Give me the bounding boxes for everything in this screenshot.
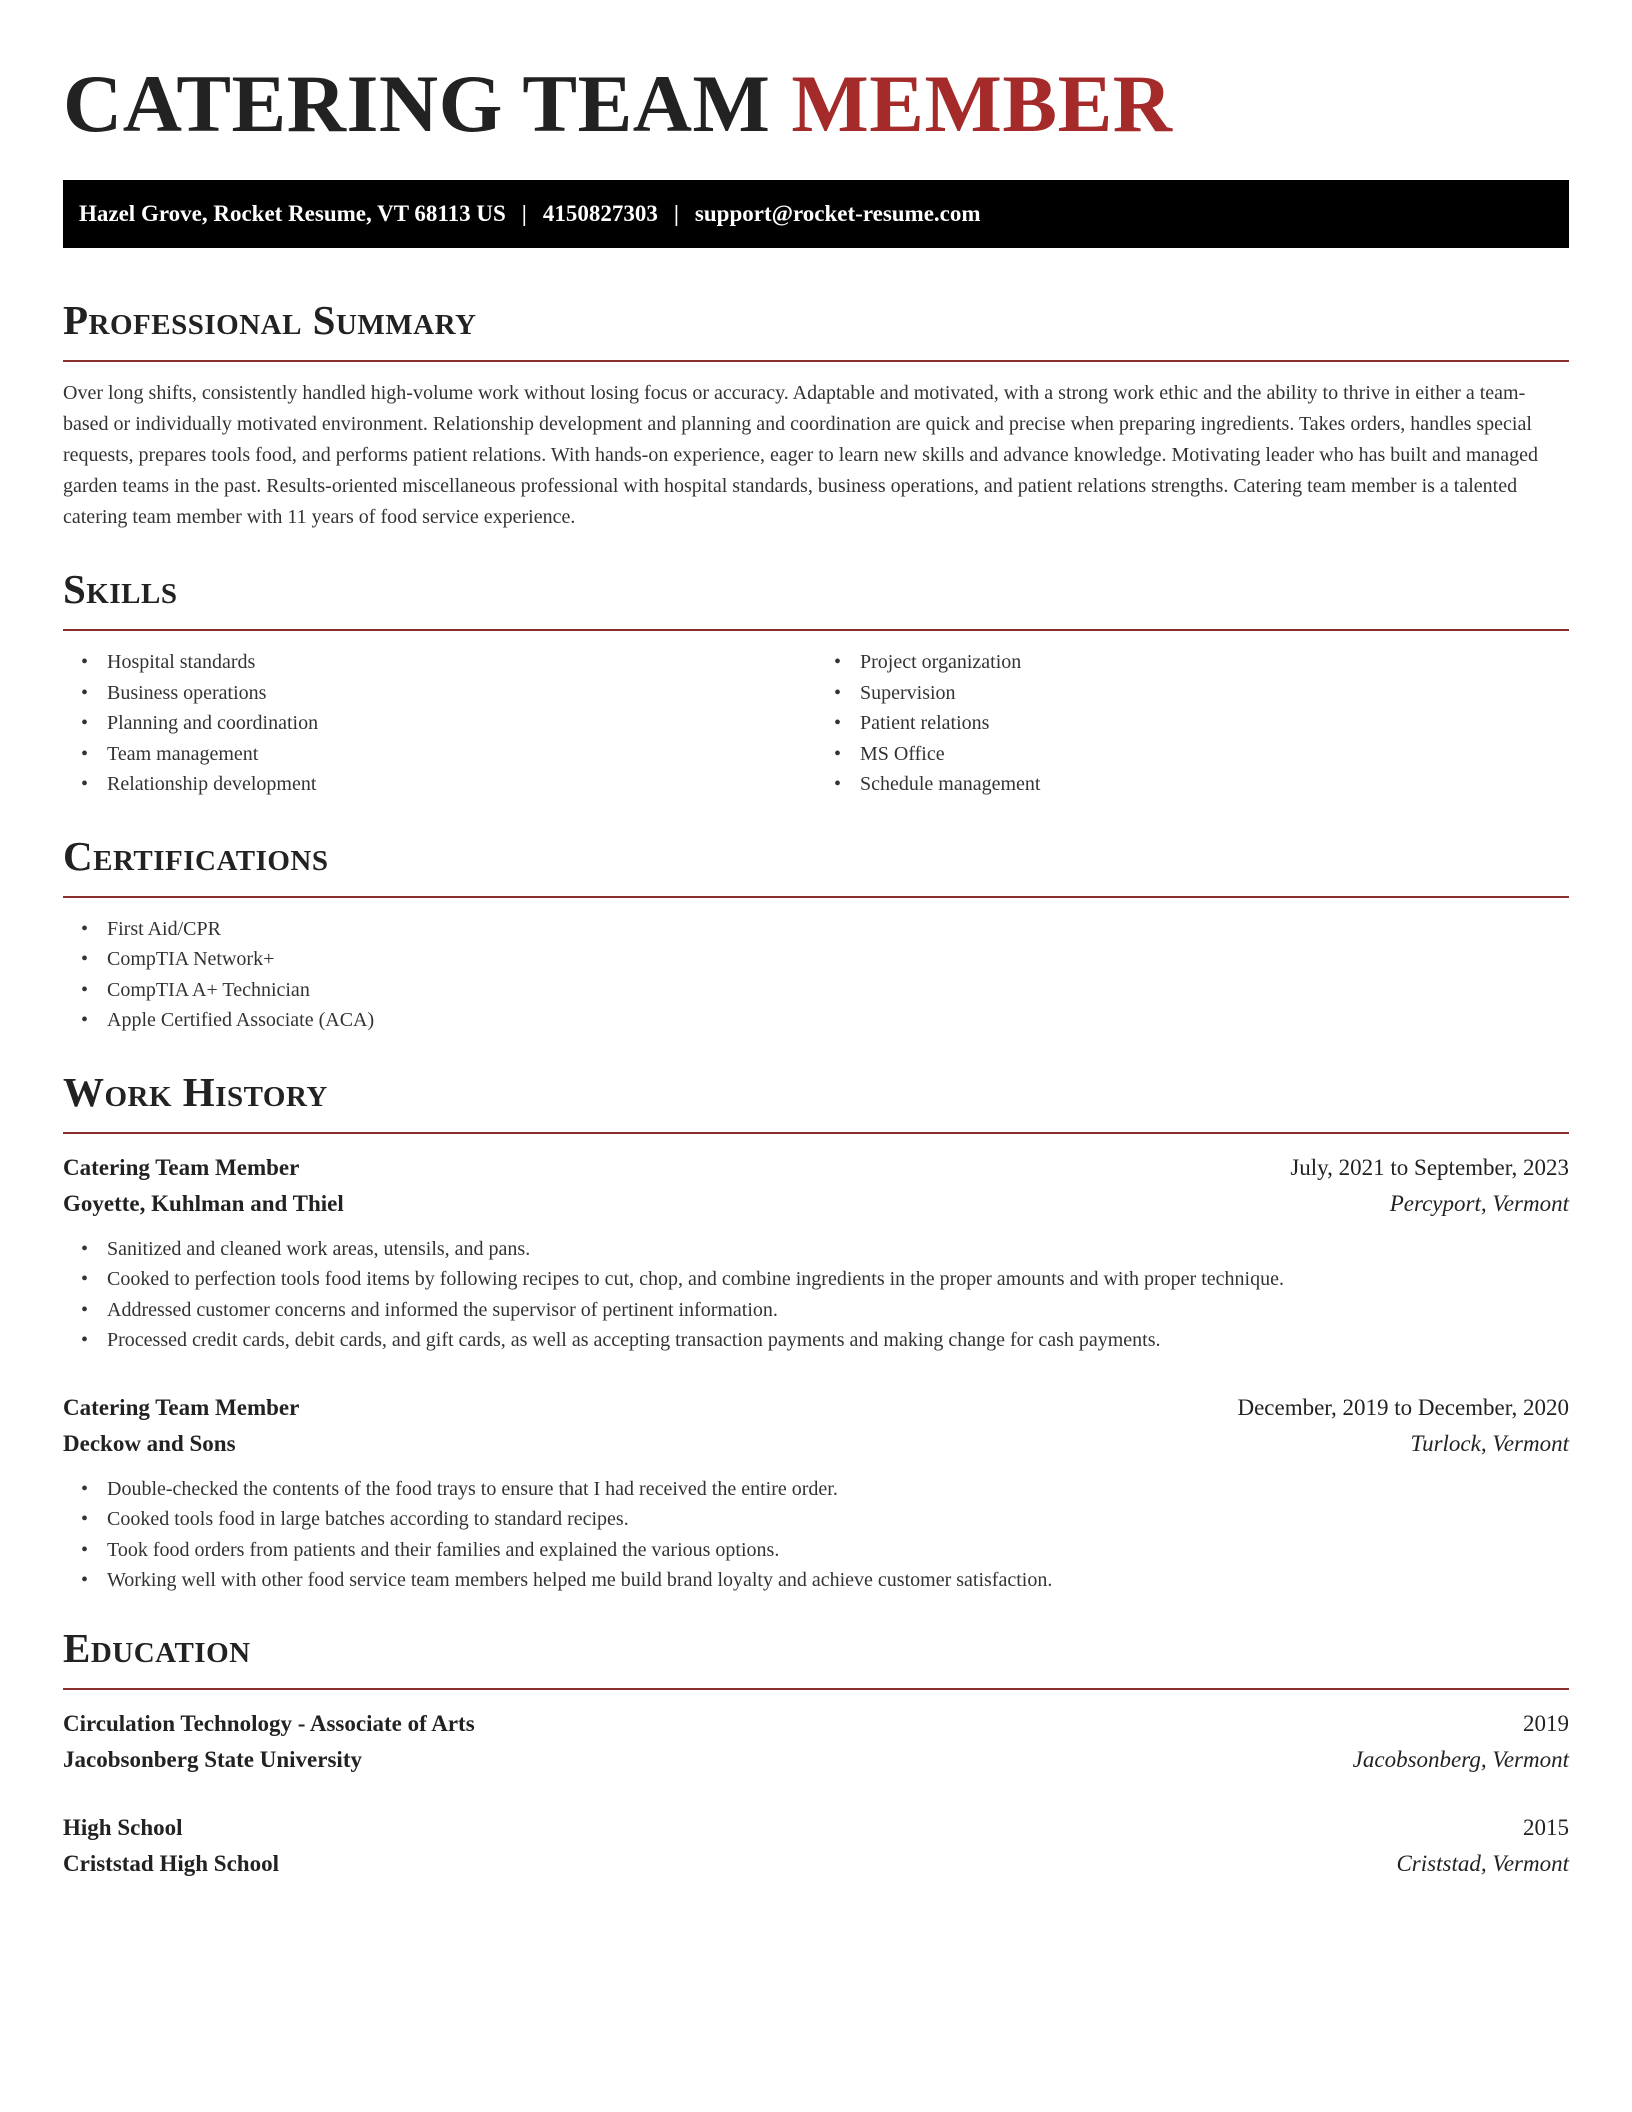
job-bullet: • Double-checked the contents of the food trays to ensure that I had received the entire order. <box>107 1474 1569 1505</box>
section-divider <box>63 896 1569 898</box>
job-company-row <box>63 1186 1569 1222</box>
skills-section <box>63 565 1569 800</box>
job-dates: July, 2021 to September, 2023 <box>1290 1154 1569 1180</box>
certification-item: • First Aid/CPR <box>107 914 1569 945</box>
education-degree: Circulation Technology - Associate of Arts <box>63 1710 475 1736</box>
contact-address: Hazel Grove, Rocket Resume, VT 68113 US <box>79 201 506 226</box>
education-school-row <box>63 1846 1569 1882</box>
education-school: Jacobsonberg State University <box>63 1746 362 1772</box>
education-year: 2015 <box>1523 1814 1569 1840</box>
section-title: Work History <box>63 1068 328 1115</box>
skill-item: • Supervision <box>860 678 1569 709</box>
education-degree-row <box>63 1810 1569 1846</box>
job-location: Turlock, Vermont <box>1410 1430 1569 1456</box>
section-divider <box>63 360 1569 362</box>
job-header-row <box>63 1390 1569 1426</box>
education-school-row <box>63 1742 1569 1778</box>
job-role: Catering Team Member <box>63 1394 300 1420</box>
contact-email: support@rocket-resume.com <box>694 201 981 226</box>
work-history-section <box>63 1068 1569 1596</box>
skill-item: • Project organization <box>860 647 1569 678</box>
skills-right-list <box>816 647 1569 800</box>
resume-title <box>63 56 1569 152</box>
job-header-row <box>63 1150 1569 1186</box>
job-entry <box>63 1150 1569 1356</box>
education-entry <box>63 1706 1569 1778</box>
skill-item: • Patient relations <box>860 708 1569 739</box>
education-year: 2019 <box>1523 1710 1569 1736</box>
section-title: Skills <box>63 566 178 612</box>
skill-item: • Team management <box>107 739 816 770</box>
skill-item: • Relationship development <box>107 769 816 800</box>
certifications-list <box>63 914 1569 1036</box>
job-bullets <box>63 1234 1569 1356</box>
certifications-section <box>63 832 1569 1036</box>
job-bullet: • Sanitized and cleaned work areas, utensils, and pans. <box>107 1234 1569 1265</box>
education-degree: High School <box>63 1814 183 1840</box>
job-company-row <box>63 1426 1569 1462</box>
job-bullets <box>63 1474 1569 1596</box>
skill-item: • MS Office <box>860 739 1569 770</box>
job-location: Percyport, Vermont <box>1389 1190 1569 1216</box>
job-bullet: • Processed credit cards, debit cards, and gift cards, as well as accepting transaction payments and making change for cash payments. <box>107 1325 1569 1356</box>
education-degree-row <box>63 1706 1569 1742</box>
job-company: Deckow and Sons <box>63 1430 236 1456</box>
contact-separator: | <box>673 201 679 226</box>
education-location: Criststad, Vermont <box>1396 1850 1569 1876</box>
section-title: Education <box>63 1624 251 1671</box>
contact-phone: 4150827303 <box>542 201 658 226</box>
job-bullet: • Took food orders from patients and their families and explained the various options. <box>107 1535 1569 1566</box>
education-entry <box>63 1810 1569 1882</box>
job-company: Goyette, Kuhlman and Thiel <box>63 1190 344 1216</box>
skill-item: • Schedule management <box>860 769 1569 800</box>
certification-item: • Apple Certified Associate (ACA) <box>107 1005 1569 1036</box>
job-role: Catering Team Member <box>63 1154 300 1180</box>
section-title: Professional Summary <box>63 297 477 343</box>
certification-item: • CompTIA A+ Technician <box>107 975 1569 1006</box>
skill-item: • Business operations <box>107 678 816 709</box>
job-bullet: • Cooked tools food in large batches according to standard recipes. <box>107 1504 1569 1535</box>
education-location: Jacobsonberg, Vermont <box>1352 1746 1569 1772</box>
skill-item: • Planning and coordination <box>107 708 816 739</box>
summary-text: Over long shifts, consistently handled high-volume work without losing focus or accuracy. Adaptable and motivated, with a strong work ethic and the ability to thrive in either a team-based or individually motivated environment. Relationship development and planning and coordination are quick and precise when preparing ingredients. Takes orders, handles special requests, prepares tools food, and performs patient relations. With hands-on experience, eager to learn new skills and advance knowledge. Motivating leader who has built and managed garden teams in the past. Results-oriented miscellaneous professional with hospital standards, business operations, and patient relations strengths. Catering team member is a talented catering team member with 11 years of food service experience. <box>63 382 1539 528</box>
job-entry <box>63 1390 1569 1596</box>
job-bullet: • Cooked to perfection tools food items by following recipes to cut, chop, and combine ingredients in the proper amounts and with proper technique. <box>107 1264 1569 1295</box>
skill-item: • Hospital standards <box>107 647 816 678</box>
job-dates: December, 2019 to December, 2020 <box>1237 1394 1569 1420</box>
skills-left-list <box>63 647 816 800</box>
job-bullet: • Working well with other food service team members helped me build brand loyalty and achieve customer satisfaction. <box>107 1565 1569 1596</box>
job-bullet: • Addressed customer concerns and informed the supervisor of pertinent information. <box>107 1295 1569 1326</box>
education-section <box>63 1624 1569 1882</box>
skills-columns <box>63 647 1569 800</box>
section-title: Certifications <box>63 832 329 879</box>
title-accent-part: MEMBER <box>791 58 1173 149</box>
section-divider <box>63 1132 1569 1134</box>
education-school: Criststad High School <box>63 1850 279 1876</box>
contact-bar <box>63 180 1569 248</box>
certification-item: • CompTIA Network+ <box>107 944 1569 975</box>
summary-section <box>63 296 1569 533</box>
contact-separator: | <box>521 201 527 226</box>
section-divider <box>63 1688 1569 1690</box>
title-first-part: CATERING TEAM <box>63 58 771 149</box>
section-divider <box>63 629 1569 631</box>
